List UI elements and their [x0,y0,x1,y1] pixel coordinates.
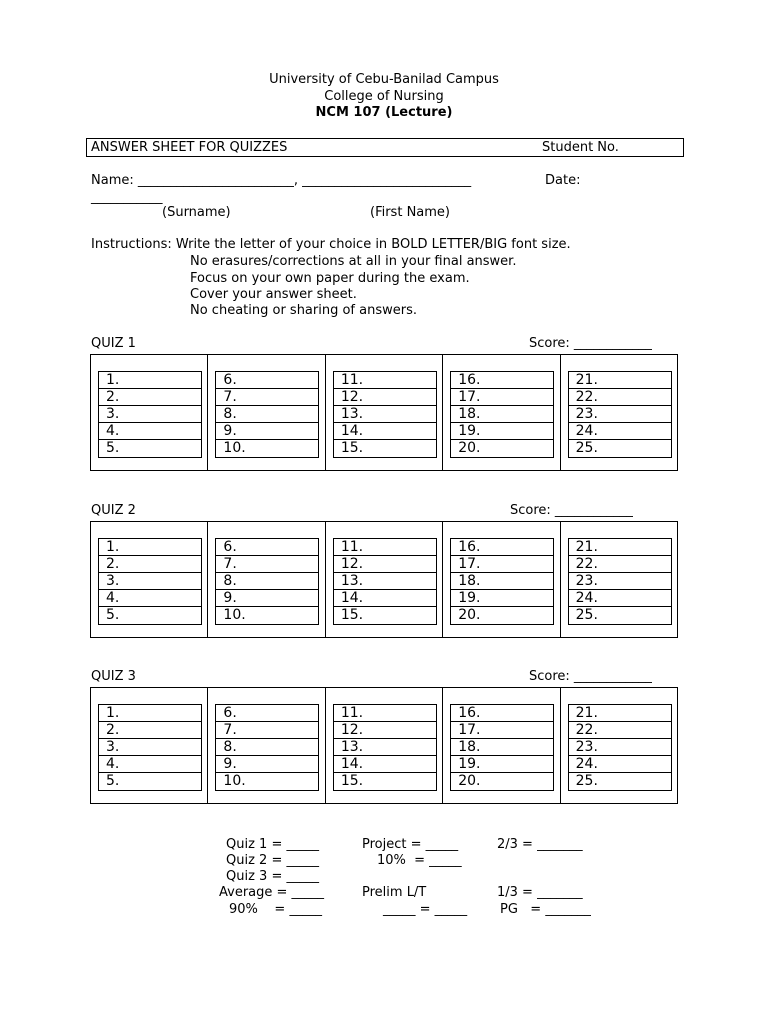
answer-box [215,538,319,625]
student-no-label: Student No. [542,140,619,155]
answer-row[interactable]: 9. [216,590,318,607]
quiz-label: QUIZ 3 [91,669,136,684]
summary-quiz1[interactable]: Quiz 1 = _____ [226,837,319,852]
answer-row[interactable]: 12. [334,556,436,573]
answer-row[interactable]: 23. [569,739,671,756]
quiz-answer-column [561,688,677,803]
answer-row[interactable]: 17. [451,389,553,406]
quiz-score-field[interactable]: Score: ____________ [529,669,652,684]
quiz-answer-column [208,355,325,470]
answer-row[interactable]: 17. [451,722,553,739]
answer-row[interactable]: 7. [216,556,318,573]
quiz-answer-column [91,355,208,470]
answer-row[interactable]: 23. [569,573,671,590]
answer-box [98,704,202,791]
answer-row[interactable]: 6. [216,705,318,722]
answer-row[interactable]: 9. [216,756,318,773]
instruction-line: No cheating or sharing of answers. [190,303,418,318]
answer-row[interactable]: 20. [458,773,481,789]
answer-row[interactable]: 5. [106,773,120,789]
answer-row[interactable]: 1. [99,705,201,722]
answer-row[interactable]: 23. [569,406,671,423]
answer-row[interactable]: 25. [575,773,598,789]
answer-row[interactable]: 19. [451,423,553,440]
answer-row[interactable]: 3. [99,406,201,423]
quiz-answer-column [91,522,208,637]
quiz-answer-column [443,688,560,803]
instruction-line: Cover your answer sheet. [190,287,357,302]
answer-box [98,371,202,458]
answer-row[interactable]: 18. [451,573,553,590]
summary-average[interactable]: Average = _____ [219,885,325,900]
answer-row[interactable]: 4. [99,756,201,773]
summary-blank-equation[interactable]: _____ = _____ [383,902,468,917]
answer-row[interactable]: 8. [216,739,318,756]
answer-row[interactable]: 22. [569,556,671,573]
answer-row[interactable]: 1. [99,539,201,556]
answer-row[interactable]: 10. [223,773,246,789]
date-field[interactable]: ___________ [91,190,163,205]
quiz-answer-column [91,688,208,803]
answer-row[interactable]: 18. [451,406,553,423]
answer-row[interactable]: 21. [569,539,671,556]
quiz-answer-grid [90,354,678,471]
answer-row[interactable]: 6. [216,372,318,389]
answer-row[interactable]: 10. [223,440,246,456]
answer-row[interactable]: 20. [458,440,481,456]
summary-ten-percent[interactable]: 10% = _____ [377,853,462,868]
answer-row[interactable]: 11. [334,372,436,389]
college-name: College of Nursing [324,89,444,104]
answer-box [215,704,319,791]
answer-box [450,538,554,625]
answer-sheet-title: ANSWER SHEET FOR QUIZZES [91,140,288,155]
university-name: University of Cebu-Banilad Campus [269,72,499,87]
summary-ninety-percent[interactable]: 90% = _____ [229,902,322,917]
answer-row[interactable]: 19. [451,590,553,607]
quiz-answer-column [326,688,443,803]
summary-quiz2[interactable]: Quiz 2 = _____ [226,853,319,868]
summary-pg[interactable]: PG = _______ [500,902,591,917]
answer-row[interactable]: 22. [569,389,671,406]
answer-row[interactable]: 16. [451,705,553,722]
answer-row[interactable]: 7. [216,722,318,739]
answer-row[interactable]: 13. [334,573,436,590]
answer-box [98,538,202,625]
quiz-label: QUIZ 1 [91,336,136,351]
answer-row[interactable]: 18. [451,739,553,756]
answer-row[interactable]: 21. [569,372,671,389]
answer-row[interactable]: 3. [99,739,201,756]
answer-row[interactable]: 10. [223,607,246,623]
answer-row[interactable]: 16. [451,372,553,389]
answer-row[interactable]: 12. [334,389,436,406]
answer-row[interactable]: 21. [569,705,671,722]
summary-one-third[interactable]: 1/3 = _______ [497,885,583,900]
answer-box [450,371,554,458]
quiz-answer-column [561,355,677,470]
answer-row[interactable]: 15. [340,440,364,456]
quiz-answer-column [561,522,677,637]
answer-row[interactable]: 5. [106,607,120,623]
answer-row[interactable]: 5. [106,440,120,456]
answer-box [568,704,672,791]
answer-box [215,371,319,458]
answer-row[interactable]: 12. [334,722,436,739]
summary-two-thirds[interactable]: 2/3 = _______ [497,837,583,852]
answer-row[interactable]: 14. [334,590,436,607]
answer-row[interactable]: 3. [99,573,201,590]
answer-row[interactable]: 8. [216,573,318,590]
answer-row[interactable]: 15. [340,607,364,623]
quiz-answer-column [443,355,560,470]
answer-row[interactable]: 11. [334,705,436,722]
answer-sheet-title-bar [86,138,684,157]
quiz-score-field[interactable]: Score: ____________ [510,503,633,518]
answer-row[interactable]: 8. [216,406,318,423]
answer-row[interactable]: 14. [334,423,436,440]
answer-row[interactable]: 22. [569,722,671,739]
answer-row[interactable]: 25. [575,440,598,456]
course-title: NCM 107 (Lecture) [315,105,453,120]
answer-row[interactable]: 20. [458,607,481,623]
answer-row[interactable]: 15. [340,773,364,789]
answer-row[interactable]: 19. [451,756,553,773]
quiz-label: QUIZ 2 [91,503,136,518]
answer-box [568,538,672,625]
quiz-answer-column [208,688,325,803]
answer-row[interactable]: 25. [575,607,598,623]
answer-row[interactable]: 24. [569,423,671,440]
surname-caption: (Surname) [162,205,231,220]
answer-box [450,704,554,791]
summary-quiz3[interactable]: Quiz 3 = _____ [226,869,319,884]
answer-row[interactable]: 2. [99,722,201,739]
name-field[interactable]: Name: ________________________, __________________________ [91,173,472,188]
answer-row[interactable]: 11. [334,539,436,556]
quiz-answer-grid [90,687,678,804]
instruction-line: No erasures/corrections at all in your final answer. [190,254,517,269]
quiz-answer-column [326,522,443,637]
instruction-line: Focus on your own paper during the exam. [190,271,470,286]
instructions-label: Instructions: Write the letter of your choice in BOLD LETTER/BIG font size. [91,237,571,252]
quiz-answer-column [208,522,325,637]
answer-row[interactable]: 13. [334,739,436,756]
date-label: Date: [545,173,581,188]
answer-box [568,371,672,458]
quiz-answer-column [443,522,560,637]
summary-prelim: Prelim L/T [362,885,427,900]
quiz-answer-grid [90,521,678,638]
answer-row[interactable]: 9. [216,423,318,440]
answer-box [333,371,437,458]
answer-row[interactable]: 17. [451,556,553,573]
first-name-caption: (First Name) [370,205,450,220]
answer-row[interactable]: 14. [334,756,436,773]
answer-box [333,538,437,625]
answer-row[interactable]: 24. [569,756,671,773]
answer-row[interactable]: 2. [99,389,201,406]
answer-row[interactable]: 24. [569,590,671,607]
quiz-score-field[interactable]: Score: ____________ [529,336,652,351]
answer-row[interactable]: 16. [451,539,553,556]
answer-row[interactable]: 4. [99,423,201,440]
answer-box [333,704,437,791]
quiz-answer-column [326,355,443,470]
answer-row[interactable]: 4. [99,590,201,607]
answer-row[interactable]: 7. [216,389,318,406]
answer-row[interactable]: 1. [99,372,201,389]
answer-row[interactable]: 6. [216,539,318,556]
answer-row[interactable]: 13. [334,406,436,423]
answer-row[interactable]: 2. [99,556,201,573]
summary-project[interactable]: Project = _____ [362,837,459,852]
